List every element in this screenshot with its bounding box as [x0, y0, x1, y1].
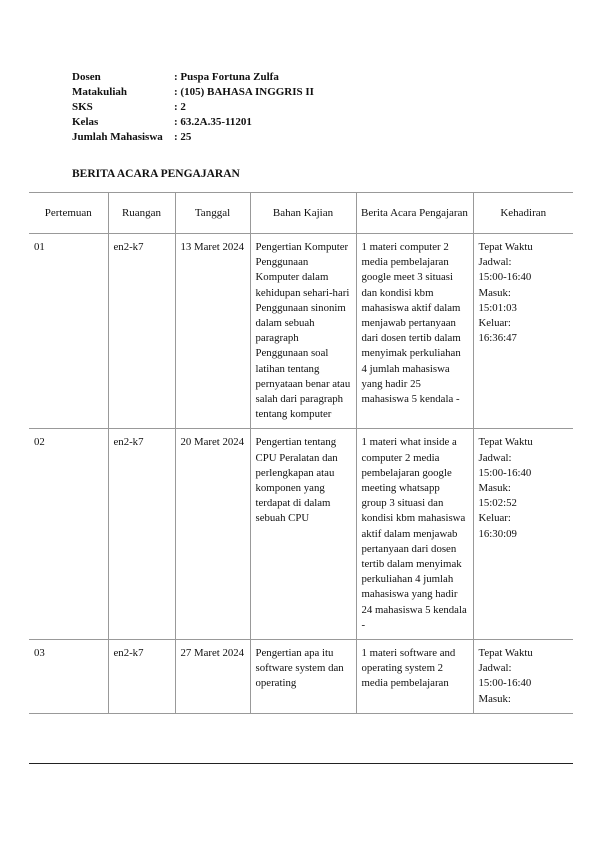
kehadiran-masuk-label: Masuk:: [478, 482, 511, 495]
kehadiran-status: Tepat Waktu: [478, 647, 533, 660]
matakuliah-value: : (105) BAHASA INGGRIS II: [174, 86, 314, 98]
page-cut-divider: [29, 763, 573, 764]
kehadiran-jadwal-label: Jadwal:: [478, 662, 512, 675]
dosen-label: Dosen: [72, 71, 101, 83]
info-row-matakuliah: [72, 85, 314, 100]
cell-pertemuan: 03: [29, 640, 108, 714]
cell-tanggal: 13 Maret 2024: [175, 234, 250, 429]
teaching-record-table: [29, 192, 573, 714]
cell-berita-acara: 1 materi computer 2 media pembelajaran google meet 3 situasi dan kondisi kbm mahasiswa aktif dalam menjawab pertanyaan dari dosen tertib dalam menyimak perkuliahan 4 jumlah mahasiswa yang hadir 25 mahasiswa 5 kendala -: [356, 234, 473, 429]
cell-pertemuan: 01: [29, 234, 108, 429]
table-row: [29, 429, 573, 640]
kehadiran-keluar-value: 16:30:09: [478, 527, 517, 540]
jumlah-value: : 25: [174, 131, 192, 143]
kelas-value: : 63.2A.35-11201: [174, 116, 252, 128]
cell-bahan-kajian: Pengertian apa itu software system dan operating: [250, 640, 356, 714]
cell-kehadiran: [473, 429, 573, 640]
cell-berita-acara: 1 materi what inside a computer 2 media pembelajaran google meeting whatsapp group 3 situasi dan kondisi kbm mahasiswa aktif dalam menjawab pertanyaan dari dosen tertib dalam menyimak perkuliahan 4 jumlah mahasiswa yang hadir 24 mahasiswa 5 kendala -: [356, 429, 473, 640]
dosen-value: : Puspa Fortuna Zulfa: [174, 71, 279, 83]
col-header-tanggal: Tanggal: [175, 193, 250, 234]
kehadiran-jadwal-value: 15:00-16:40: [478, 677, 532, 690]
cell-ruangan: en2-k7: [108, 429, 175, 640]
col-header-pertemuan: Pertemuan: [29, 193, 108, 234]
info-row-kelas: [72, 115, 314, 130]
col-header-berita-acara: Berita Acara Pengajaran: [356, 193, 473, 234]
kehadiran-masuk-value: 15:02:52: [478, 497, 517, 510]
cell-bahan-kajian: Pengertian tentang CPU Peralatan dan perlengkapan atau komponen yang terdapat di dalam sebuah CPU: [250, 429, 356, 640]
cell-ruangan: en2-k7: [108, 234, 175, 429]
table-header-row: [29, 193, 573, 234]
kehadiran-masuk-label: Masuk:: [478, 286, 511, 299]
kehadiran-masuk-label: Masuk:: [478, 692, 511, 705]
kehadiran-jadwal-value: 15:00-16:40: [478, 466, 532, 479]
col-header-bahan-kajian: Bahan Kajian: [250, 193, 356, 234]
cell-kehadiran: [473, 234, 573, 429]
jumlah-label: Jumlah Mahasiswa: [72, 131, 163, 143]
course-info: [72, 70, 314, 145]
kehadiran-jadwal-label: Jadwal:: [478, 256, 512, 269]
info-row-jumlah: [72, 130, 314, 145]
kehadiran-keluar-label: Keluar:: [478, 317, 511, 330]
matakuliah-label: Matakuliah: [72, 86, 128, 98]
section-title: BERITA ACARA PENGAJARAN: [72, 168, 240, 180]
col-header-ruangan: Ruangan: [108, 193, 175, 234]
cell-tanggal: 27 Maret 2024: [175, 640, 250, 714]
cell-kehadiran: [473, 640, 573, 714]
kehadiran-keluar-label: Keluar:: [478, 512, 511, 525]
cell-pertemuan: 02: [29, 429, 108, 640]
cell-tanggal: 20 Maret 2024: [175, 429, 250, 640]
kelas-label: Kelas: [72, 116, 99, 128]
info-row-dosen: [72, 70, 314, 85]
kehadiran-jadwal-label: Jadwal:: [478, 451, 512, 464]
cell-bahan-kajian: Pengertian Komputer Penggunaan Komputer dalam kehidupan sehari-hari Penggunaan sinonim dalam sebuah paragraph Penggunaan soal latihan tentang pernyataan benar atau salah dari paragraph tentang komputer: [250, 234, 356, 429]
kehadiran-masuk-value: 15:01:03: [478, 301, 517, 314]
cell-ruangan: en2-k7: [108, 640, 175, 714]
kehadiran-keluar-value: 16:36:47: [478, 332, 517, 345]
sks-label: SKS: [72, 101, 93, 113]
kehadiran-status: Tepat Waktu: [478, 241, 533, 253]
cell-berita-acara: 1 materi software and operating system 2 media pembelajaran: [356, 640, 473, 714]
sks-value: : 2: [174, 101, 186, 113]
col-header-kehadiran: Kehadiran: [473, 193, 573, 234]
info-row-sks: [72, 100, 314, 115]
table-row: [29, 640, 573, 714]
kehadiran-status: Tepat Waktu: [478, 436, 533, 449]
table-row: [29, 234, 573, 429]
kehadiran-jadwal-value: 15:00-16:40: [478, 271, 532, 284]
